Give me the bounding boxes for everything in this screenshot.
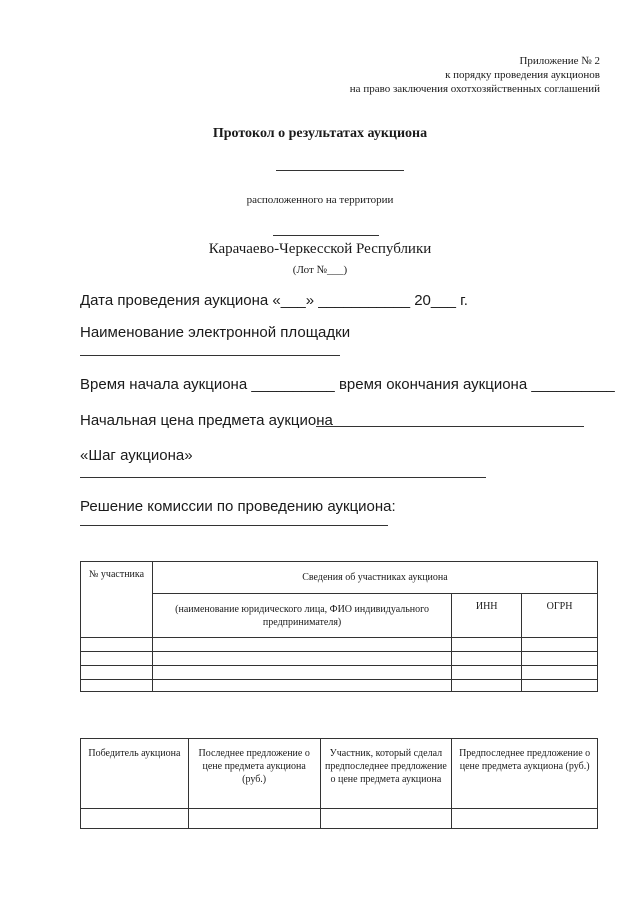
start-price-blank xyxy=(316,426,584,427)
appendix-line-1: Приложение № 2 xyxy=(519,55,600,67)
auction-date-field: Дата проведения аукциона «___» ___________ 20___ г. xyxy=(80,292,468,309)
document-title: Протокол о результатах аукциона xyxy=(212,126,428,141)
region-name: Карачаево-Черкесской Республики xyxy=(208,241,432,257)
header-last-offer: Последнее предложение о цене предмета аукциона (руб.) xyxy=(188,739,320,809)
lot-number: (Лот №___) xyxy=(292,264,348,276)
platform-blank xyxy=(80,355,340,356)
table-row xyxy=(81,652,598,666)
start-price-label: Начальная цена предмета аукциона xyxy=(80,412,333,429)
header-inn: ИНН xyxy=(452,594,522,638)
table-row xyxy=(81,809,598,829)
header-ogrn: ОГРН xyxy=(522,594,598,638)
participants-table xyxy=(80,561,598,692)
decision-blank xyxy=(80,525,388,526)
auction-time-field: Время начала аукциона __________ время окончания аукциона __________ xyxy=(80,376,615,393)
decision-label: Решение комиссии по проведению аукциона: xyxy=(80,498,396,515)
table-row xyxy=(81,666,598,680)
appendix-line-2: к порядку проведения аукционов xyxy=(445,69,600,81)
platform-label: Наименование электронной площадки xyxy=(80,324,351,341)
territory-blank xyxy=(273,235,379,236)
results-table xyxy=(80,738,598,829)
table-row xyxy=(81,680,598,692)
hunting-ground-blank xyxy=(276,170,404,171)
auction-step-label: «Шаг аукциона» xyxy=(80,447,193,464)
header-participant-number: № участника xyxy=(81,562,153,638)
header-participant-name: (наименование юридического лица, ФИО индивидуального предпринимателя) xyxy=(152,594,451,638)
located-text: расположенного на территории xyxy=(246,194,394,206)
header-penultimate-offer: Предпоследнее предложение о цене предмета аукциона (руб.) xyxy=(452,739,598,809)
appendix-header xyxy=(350,54,600,96)
header-penultimate-participant: Участник, который сделал предпоследнее предложение о цене предмета аукциона xyxy=(320,739,452,809)
header-winner: Победитель аукциона xyxy=(81,739,189,809)
header-participants-info: Сведения об участниках аукциона xyxy=(152,562,597,594)
table-row xyxy=(81,638,598,652)
auction-step-blank xyxy=(80,477,486,478)
appendix-line-3: на право заключения охотхозяйственных соглашений xyxy=(349,83,600,95)
